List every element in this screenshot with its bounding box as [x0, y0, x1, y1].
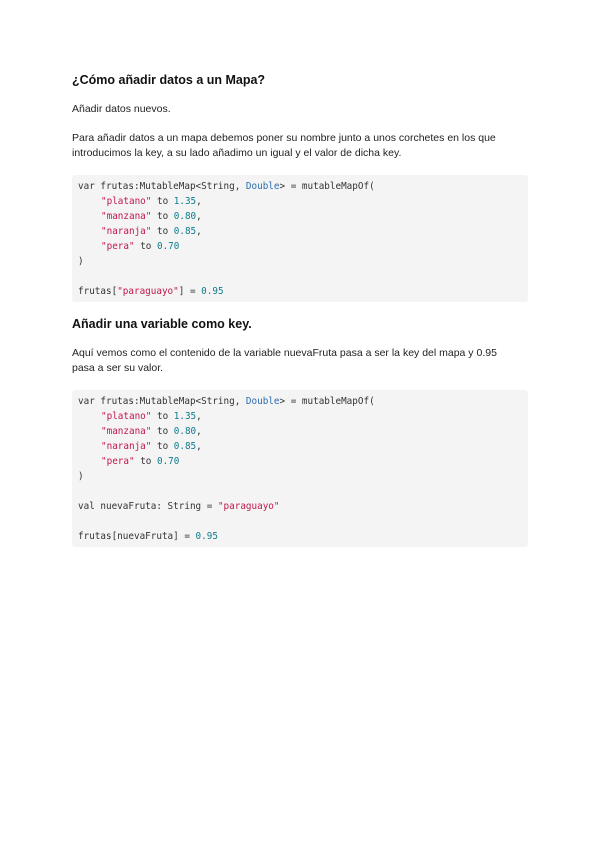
code-blank-line: [78, 484, 522, 499]
code-line: "naranja" to 0.85,: [101, 226, 202, 237]
code-line: "manzana" to 0.80,: [101, 426, 202, 437]
code-line: ): [78, 256, 84, 267]
paragraph-line: introducimos la key, a su lado añadimo un igual y el valor de dicha key.: [72, 147, 402, 159]
code-line: var frutas:MutableMap<String, Double> = mutableMapOf(: [78, 181, 375, 192]
code-line: val nuevaFruta: String = "paraguayo": [78, 501, 280, 512]
code-block-2: [72, 390, 528, 547]
paragraph-line: Para añadir datos a un mapa debemos poner su nombre junto a unos corchetes en los que: [72, 132, 496, 144]
code-line: frutas["paraguayo"] = 0.95: [78, 286, 224, 297]
intro-paragraph: [72, 131, 528, 161]
code-line: "platano" to 1.35,: [101, 411, 202, 422]
paragraph-line: pasa a ser su valor.: [72, 362, 164, 374]
code-line: "naranja" to 0.85,: [101, 441, 202, 452]
code-line: "pera" to 0.70: [101, 456, 180, 467]
paragraph-line: Aquí vemos como el contenido de la variable nuevaFruta pasa a ser la key del mapa y 0.95: [72, 347, 497, 359]
code-blank-line: [78, 269, 522, 284]
code-line: "manzana" to 0.80,: [101, 211, 202, 222]
subtitle-text: Añadir datos nuevos.: [72, 103, 171, 115]
code-line: ): [78, 471, 84, 482]
section-title-variable-key: Añadir una variable como key.: [72, 317, 252, 331]
document-content: [72, 60, 528, 547]
code-blank-line: [78, 514, 522, 529]
code-block-1: [72, 175, 528, 302]
code-line: frutas[nuevaFruta] = 0.95: [78, 531, 218, 542]
code-line: var frutas:MutableMap<String, Double> = mutableMapOf(: [78, 396, 375, 407]
explanation-paragraph: [72, 346, 528, 376]
section-title-anadir-datos: ¿Cómo añadir datos a un Mapa?: [72, 73, 266, 87]
code-line: "pera" to 0.70: [101, 241, 180, 252]
code-line: "platano" to 1.35,: [101, 196, 202, 207]
